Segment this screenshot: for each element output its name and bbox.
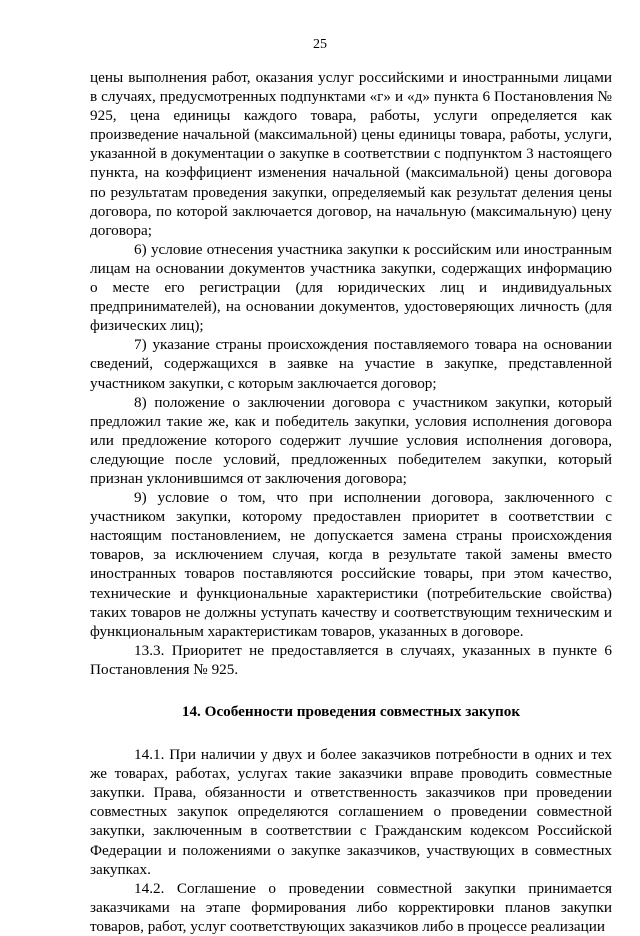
paragraph: 13.3. Приоритет не предоставляется в случаях, указанных в пункте 6 Постановления № 925. [90,641,612,678]
document-body [90,68,612,936]
paragraphs-before-heading [90,68,612,679]
paragraph: 9) условие о том, что при исполнении договора, заключенного с участником закупки, которому предоставлен приоритет в соответствии с настоящим постановлением, не допускается замена страны происхождения товаров, за исключением случая, когда в результате такой замены вместо иностранных товаров поставляются российские товары, при этом качество, технические и функциональные характеристики (потребительские свойства) таких товаров не должны уступать качеству и соответствующим техническим и функциональным характеристикам товаров, указанных в договоре. [90,489,612,640]
paragraph: 14.2. Соглашение о проведении совместной закупки принимается заказчиками на этапе формирования либо корректировки планов закупки товаров, работ, услуг соответствующих заказчиков либо в процессе реализации [90,879,612,935]
paragraph: 7) указание страны происхождения поставляемого товара на основании сведений, содержащихся в заявке на участие в закупке, представленной участником закупки, с которым заключается договор; [90,336,612,392]
paragraph: цены выполнения работ, оказания услуг российскими и иностранными лицами в случаях, предусмотренных подпунктами «г» и «д» пункта 6 Постановления № 925, цена единицы каждого товара, работы, услуги определяется как произведение начальной (максимальной) цены единицы товара, работы, услуги, указанной в документации о закупке в соответствии с подпунктом 3 настоящего пункта, на коэффициент изменения начальной (максимальной) цены договора по результатам проведения закупки, определяемый как результат деления цены договора, по которой заключается договор, на начальную (максимальную) цену договора; [90,69,612,239]
section-heading: 14. Особенности проведения совместных закупок [181,703,521,720]
paragraph: 14.1. При наличии у двух и более заказчиков потребности в одних и тех же товарах, работах, услугах такие заказчики вправе проводить совместные закупки. Права, обязанности и ответственность заказчиков при проведении совместных закупок определяются соглашением о проведении совместной закупки, заключенным в соответствии с Гражданским кодексом Российской Федерации и положениями о закупке заказчиков, участвующих в совместных закупках. [90,746,612,878]
page-number: 25 [313,37,327,52]
paragraphs-after-heading [90,745,612,936]
paragraph: 6) условие отнесения участника закупки к российским или иностранным лицам на основании документов участника закупки, содержащих информацию о месте его регистрации (для юридических лиц и индивидуальных предпринимателей), на основании документов, удостоверяющих личность (для физических лиц); [90,240,612,335]
paragraph: 8) положение о заключении договора с участником закупки, который предложил такие же, как и победитель закупки, условия исполнения договора или предложение которого содержит лучшие условия исполнения договора, следующие после условий, предложенных победителем закупки, который признан уклонившимся от заключения договора; [90,393,612,487]
